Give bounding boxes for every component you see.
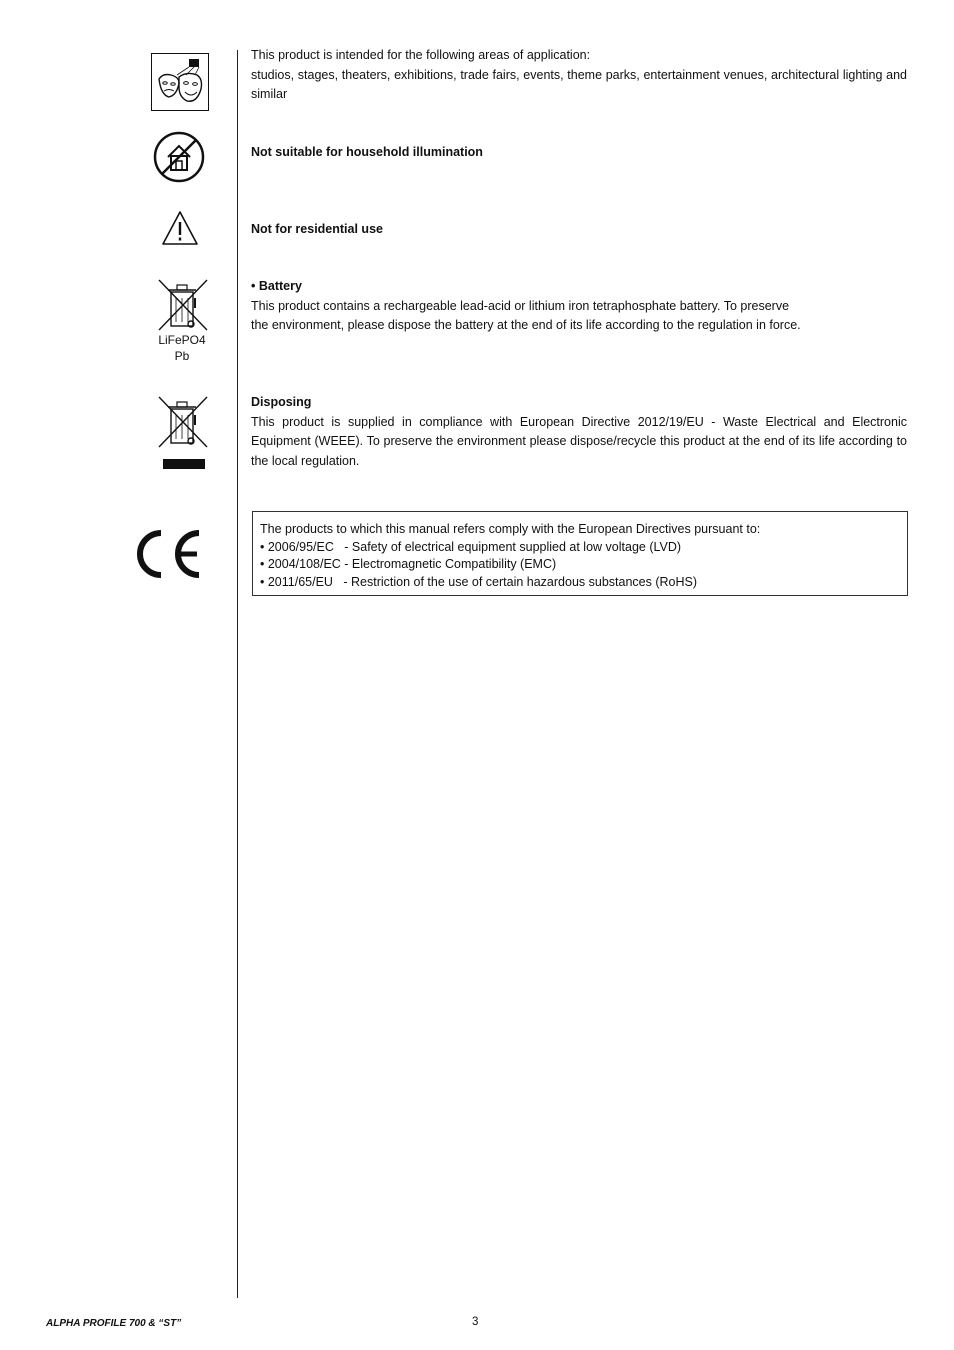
theater-masks-icon (151, 53, 209, 111)
battery-text: the environment, please dispose the battery at the end of its life according to the regulation in force. (251, 318, 801, 332)
vertical-rule (237, 50, 238, 1298)
residential-warning: Not for residential use (251, 222, 383, 236)
disposing-text: This product is supplied in compliance with European Directive 2012/19/EU - Waste Electrical and Electronic Equipment (WEEE). To preserve the environment please dispose/recycle this product at the end of its life according to the local regulation. (251, 414, 907, 468)
application-block (251, 46, 907, 105)
crossed-bin-icon (157, 278, 209, 332)
application-areas: studios, stages, theaters, exhibitions, trade fairs, events, theme parks, entertainment venues, architectural lighting and similar (251, 67, 907, 101)
no-household-icon (152, 130, 206, 184)
warning-icon (161, 210, 199, 246)
directives-box (252, 511, 908, 596)
directives-intro: The products to which this manual refers comply with the European Directives pursuant to: (260, 522, 761, 536)
household-warning: Not suitable for household illumination (251, 145, 483, 159)
page-number: 3 (472, 1316, 479, 1328)
ce-mark-icon (135, 527, 205, 581)
directive-item: • 2004/108/EC - Electromagnetic Compatibility (EMC) (260, 557, 557, 571)
weee-bin-icon (157, 395, 209, 471)
application-intro: This product is intended for the following areas of application: (251, 48, 591, 62)
battery-text: This product contains a rechargeable lead-acid or lithium iron tetraphosphate battery. To preserve (251, 298, 790, 313)
disposing-block (251, 393, 907, 471)
footer-product-title: ALPHA PROFILE 700 & “ST” (46, 1318, 182, 1329)
battery-type-label: LiFePO4 (158, 333, 206, 347)
battery-type-label: Pb (174, 349, 190, 363)
battery-block (251, 277, 907, 336)
directive-item: • 2011/65/EU - Restriction of the use of certain hazardous substances (RoHS) (260, 574, 697, 589)
directive-item: • 2006/95/EC - Safety of electrical equipment supplied at low voltage (LVD) (260, 539, 682, 554)
battery-heading: • Battery (251, 279, 302, 293)
disposing-heading: Disposing (251, 395, 312, 409)
